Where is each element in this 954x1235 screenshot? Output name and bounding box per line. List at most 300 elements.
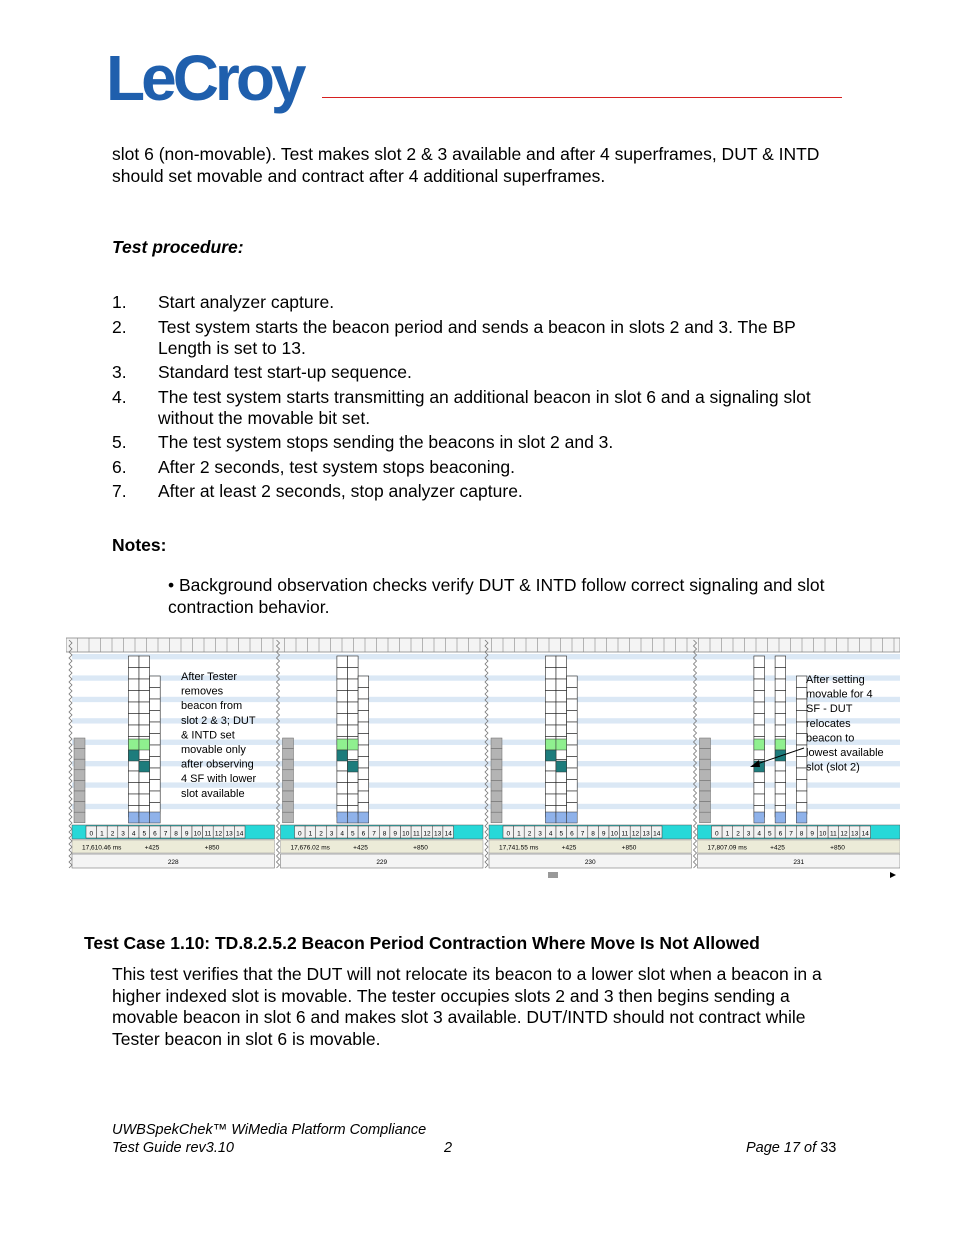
slot-number-label: 7 xyxy=(789,830,793,838)
beacon-slot-cell xyxy=(348,771,359,783)
beacon-slot-cell xyxy=(337,783,348,795)
beacon-slot-cell xyxy=(754,691,765,703)
gray-slot-cell xyxy=(283,749,294,760)
beacon-slot-cell xyxy=(775,725,786,737)
beacon-slot-cell xyxy=(567,711,578,723)
beacon-slot-cell xyxy=(556,725,567,737)
gray-slot-cell xyxy=(74,802,85,813)
step-text: After at least 2 seconds, stop analyzer capture. xyxy=(158,481,523,501)
beacon-slot-cell xyxy=(754,771,765,783)
slot-number-label: 12 xyxy=(840,830,848,838)
beacon-slot-cell xyxy=(775,714,786,726)
slot-number-label: 4 xyxy=(340,830,345,838)
gray-slot-cell xyxy=(283,738,294,749)
lecroy-logo: LeCroy xyxy=(106,42,303,114)
slot-number-label: 11 xyxy=(413,830,420,838)
gray-slot-cell xyxy=(283,780,294,791)
top-ruler xyxy=(66,638,900,652)
beacon-slot-cell xyxy=(150,768,161,780)
procedure-step xyxy=(112,292,832,313)
step-text: Standard test start-up sequence. xyxy=(158,362,412,382)
beacon-slot-cell xyxy=(556,714,567,726)
beacon-slot-cell xyxy=(150,780,161,792)
beacon-slot-cell xyxy=(545,679,556,691)
gray-slot-cell xyxy=(491,749,502,760)
teal-slot-cell xyxy=(139,761,150,772)
beacon-slot-cell xyxy=(139,714,150,726)
blue-slot-cell xyxy=(796,812,807,823)
slot-number-label: 8 xyxy=(799,830,804,838)
slot-number-label: 14 xyxy=(236,830,244,838)
annotation-text-2: SF - DUT xyxy=(806,703,853,716)
gray-slot-cell xyxy=(283,802,294,813)
gray-slot-cell xyxy=(74,738,85,749)
slot-number-label: 1 xyxy=(725,830,730,838)
slot-number-label: 3 xyxy=(121,830,125,838)
slot-number-label: 6 xyxy=(570,830,574,838)
beacon-slot-cell xyxy=(567,676,578,688)
slot-number-label: 9 xyxy=(601,830,606,838)
beacon-slot-cell xyxy=(139,725,150,737)
beacon-slot-cell xyxy=(545,656,556,668)
slot-number-label: 10 xyxy=(402,830,410,838)
beacon-slot-cell xyxy=(150,734,161,746)
panel-offset-mark: +850 xyxy=(413,844,428,852)
gray-slot-cell xyxy=(74,791,85,802)
scroll-right-arrow xyxy=(890,872,896,878)
beacon-slot-cell xyxy=(348,794,359,806)
beacon-slot-cell xyxy=(150,699,161,711)
beacon-slot-cell xyxy=(139,691,150,703)
beacon-slot-cell xyxy=(556,771,567,783)
teal-slot-cell xyxy=(337,750,348,761)
beacon-slot-cell xyxy=(545,691,556,703)
slot-number-label: 10 xyxy=(193,830,201,838)
gray-slot-cell xyxy=(700,802,711,813)
footer-title: UWBSpekChek™ WiMedia Platform Compliance xyxy=(112,1122,427,1138)
slot-number-label: 9 xyxy=(393,830,398,838)
slot-number-label: 10 xyxy=(819,830,827,838)
beacon-slot-cell xyxy=(128,725,139,737)
slot-number-label: 4 xyxy=(757,830,762,838)
slot-number-label: 14 xyxy=(444,830,452,838)
green-slot-cell xyxy=(128,739,139,750)
gray-slot-cell xyxy=(700,812,711,823)
beacon-slot-cell xyxy=(545,668,556,680)
slot-number-label: 8 xyxy=(382,830,387,838)
green-slot-cell xyxy=(337,739,348,750)
slot-number-label: 9 xyxy=(810,830,815,838)
beacon-slot-cell xyxy=(567,768,578,780)
beacon-slot-cell xyxy=(337,668,348,680)
gray-slot-cell xyxy=(283,812,294,823)
slot-number-label: 13 xyxy=(850,830,859,838)
annotation-text-1: beacon from xyxy=(181,700,243,713)
procedure-steps xyxy=(112,292,832,506)
footer-page-total: 33 xyxy=(820,1140,837,1156)
gray-slot-cell xyxy=(283,770,294,781)
slot-number-label: 9 xyxy=(184,830,189,838)
beacon-slot-cell xyxy=(150,688,161,700)
beacon-slot-cell xyxy=(348,783,359,795)
slot-number-label: 14 xyxy=(861,830,869,838)
gray-slot-cell xyxy=(700,759,711,770)
beacon-slot-cell xyxy=(556,656,567,668)
footer-page-label: Page 17 of xyxy=(746,1140,817,1156)
slot-number-label: 0 xyxy=(714,830,719,838)
panel-offset-mark: +850 xyxy=(204,844,220,852)
beacon-slot-cell xyxy=(128,656,139,668)
gray-slot-cell xyxy=(74,780,85,791)
beacon-slot-cell xyxy=(128,714,139,726)
beacon-slot-cell xyxy=(545,771,556,783)
panel-timestamp: 17,741.55 ms xyxy=(499,844,539,852)
annotation-text-1: removes xyxy=(181,685,224,698)
blue-slot-cell xyxy=(150,812,161,823)
gray-slot-cell xyxy=(700,770,711,781)
slot-number-label: 12 xyxy=(423,830,431,838)
beacon-slot-cell xyxy=(556,679,567,691)
beacon-slot-cell xyxy=(358,676,369,688)
slot-number-label: 8 xyxy=(591,830,595,838)
slot-number-label: 6 xyxy=(778,830,783,838)
beacon-slot-cell xyxy=(358,711,369,723)
procedure-step xyxy=(112,432,832,453)
beacon-slot-cell xyxy=(358,768,369,780)
step-number: 2. xyxy=(112,316,127,337)
beacon-slot-cell xyxy=(348,668,359,680)
step-number: 1. xyxy=(112,292,127,312)
beacon-slot-cell xyxy=(128,794,139,806)
beacon-slot-cell xyxy=(754,668,765,680)
beacon-slot-cell xyxy=(337,794,348,806)
panel-offset-mark: +850 xyxy=(621,844,637,852)
step-number: 6. xyxy=(112,456,127,477)
gray-slot-cell xyxy=(74,812,85,823)
slot-number-label: 0 xyxy=(506,830,511,838)
step-text: After 2 seconds, test system stops beaconing. xyxy=(158,456,515,477)
slot-number-label: 13 xyxy=(642,830,650,838)
panel-timestamp: 17,676.02 ms xyxy=(290,844,330,852)
procedure-heading: Test procedure: xyxy=(112,237,244,257)
beacon-slot-cell xyxy=(358,745,369,757)
annotation-text-1: slot available xyxy=(181,787,245,800)
beacon-slot-cell xyxy=(567,699,578,711)
gray-slot-cell xyxy=(283,791,294,802)
slot-number-label: 2 xyxy=(110,830,115,838)
beacon-slot-cell xyxy=(545,794,556,806)
slot-number-label: 0 xyxy=(297,830,302,838)
footer-page-number xyxy=(746,1139,836,1157)
beacon-slot-cell xyxy=(567,722,578,734)
blue-slot-cell xyxy=(348,812,359,823)
beacon-slot-cell xyxy=(754,794,765,806)
beacon-slot-cell xyxy=(358,780,369,792)
teal-slot-cell xyxy=(128,750,139,761)
beacon-slot-cell xyxy=(754,702,765,714)
slot-number-label: 3 xyxy=(746,830,751,838)
beacon-slot-cell xyxy=(567,780,578,792)
panel-offset-mark: +425 xyxy=(561,844,577,852)
beacon-slot-cell xyxy=(358,791,369,803)
panel-timestamp: 17,610.46 ms xyxy=(82,844,122,852)
beacon-slot-cell xyxy=(348,656,359,668)
panel-offset-mark: +425 xyxy=(144,844,160,852)
beacon-slot-cell xyxy=(556,668,567,680)
beacon-slot-cell xyxy=(556,794,567,806)
slot-number-label: 6 xyxy=(361,830,366,838)
annotation-text-2: lowest available xyxy=(806,747,884,759)
beacon-slot-cell xyxy=(775,656,786,668)
beacon-slot-cell xyxy=(556,783,567,795)
beacon-slot-cell xyxy=(358,699,369,711)
gray-slot-cell xyxy=(74,770,85,781)
slot-number-label: 5 xyxy=(142,830,147,838)
beacon-slot-cell xyxy=(567,757,578,769)
step-text: Test system starts the beacon period and sends a beacon in slots 2 and 3. The BP Length is set to 13. xyxy=(158,316,796,358)
beacon-slot-cell xyxy=(139,679,150,691)
notes-bullet: • Background observation checks verify DUT & INTD follow correct signaling and slot contraction behavior. xyxy=(168,575,825,617)
beacon-slot-cell xyxy=(775,783,786,795)
beacon-slot-cell xyxy=(545,725,556,737)
slot-number-label: 1 xyxy=(100,830,104,838)
annotation-text-2: slot (slot 2) xyxy=(806,761,860,774)
step-number: 7. xyxy=(112,481,127,501)
beacon-slot-cell xyxy=(337,702,348,714)
beacon-slot-cell xyxy=(337,771,348,783)
slot-number-label: 7 xyxy=(372,830,376,838)
beacon-slot-cell xyxy=(337,714,348,726)
slot-number-label: 4 xyxy=(131,830,136,838)
blue-slot-cell xyxy=(556,812,567,823)
slot-number-label: 11 xyxy=(830,830,837,838)
beacon-slot-cell xyxy=(775,794,786,806)
slot-number-label: 8 xyxy=(174,830,178,838)
beacon-slot-cell xyxy=(754,725,765,737)
beacon-slot-cell xyxy=(775,702,786,714)
beacon-slot-cell xyxy=(128,702,139,714)
beacon-slot-cell xyxy=(128,679,139,691)
footer-revision: Test Guide rev3.10 xyxy=(112,1140,234,1156)
gray-slot-cell xyxy=(491,780,502,791)
beacon-slot-cell xyxy=(348,691,359,703)
panel-offset-mark: +425 xyxy=(353,844,368,852)
blue-slot-cell xyxy=(139,812,150,823)
teal-slot-cell xyxy=(348,761,359,772)
annotation-text-2: relocates xyxy=(806,717,851,730)
slot-number-label: 10 xyxy=(610,830,618,838)
annotation-text-2: beacon to xyxy=(806,732,855,745)
beacon-slot-cell xyxy=(128,691,139,703)
blue-slot-cell xyxy=(128,812,139,823)
annotation-text-1: & INTD set xyxy=(181,729,235,742)
slot-number-label: 7 xyxy=(580,830,585,838)
beacon-slot-cell xyxy=(348,714,359,726)
procedure-step xyxy=(112,317,832,359)
blue-slot-cell xyxy=(545,812,556,823)
beacon-slot-cell xyxy=(567,734,578,746)
slot-number-label: 1 xyxy=(308,830,313,838)
slot-number-label: 2 xyxy=(736,830,740,838)
teal-slot-cell xyxy=(556,761,567,772)
slot-number-label: 13 xyxy=(225,830,233,838)
slot-number-label: 0 xyxy=(89,830,94,838)
beacon-slot-cell xyxy=(545,702,556,714)
slot-number-label: 14 xyxy=(653,830,661,838)
beacon-slot-cell xyxy=(348,702,359,714)
slot-number-label: 5 xyxy=(350,830,355,838)
beacon-slot-cell xyxy=(358,734,369,746)
annotation-text-2: After setting xyxy=(806,674,865,686)
beacon-slot-cell xyxy=(337,679,348,691)
green-slot-cell xyxy=(556,739,567,750)
header-rule xyxy=(322,97,842,98)
green-slot-cell xyxy=(139,739,150,750)
gray-slot-cell xyxy=(491,738,502,749)
green-slot-cell xyxy=(754,739,765,750)
beacon-slot-cell xyxy=(754,783,765,795)
beacon-slot-cell xyxy=(337,656,348,668)
beacon-slot-cell xyxy=(775,771,786,783)
beacon-slot-cell xyxy=(337,725,348,737)
green-slot-cell xyxy=(545,739,556,750)
panel-index: 228 xyxy=(167,859,179,866)
annotation-text-1: after observing xyxy=(181,758,254,771)
gray-slot-cell xyxy=(491,759,502,770)
beacon-slot-cell xyxy=(567,791,578,803)
gray-slot-cell xyxy=(491,802,502,813)
panel-offset-mark: +850 xyxy=(830,844,845,852)
beacon-slot-cell xyxy=(150,757,161,769)
slot-number-label: 13 xyxy=(433,830,442,838)
gray-slot-cell xyxy=(491,791,502,802)
beacon-slot-cell xyxy=(775,668,786,680)
annotation-text-1: movable only xyxy=(181,744,246,756)
beacon-slot-cell xyxy=(128,771,139,783)
gray-slot-cell xyxy=(74,759,85,770)
beacon-slot-cell xyxy=(775,679,786,691)
procedure-step xyxy=(112,481,832,502)
blue-slot-cell xyxy=(775,812,786,823)
gray-slot-cell xyxy=(700,780,711,791)
slot-number-label: 2 xyxy=(527,830,532,838)
beacon-slot-cell xyxy=(139,668,150,680)
slot-number-label: 6 xyxy=(153,830,157,838)
annotation-text-2: movable for 4 xyxy=(806,688,873,701)
beacon-slot-cell xyxy=(139,783,150,795)
step-number: 5. xyxy=(112,432,127,452)
blue-slot-cell xyxy=(567,812,578,823)
notes-heading: Notes: xyxy=(112,535,167,555)
annotation-text-1: 4 SF with lower xyxy=(181,773,257,786)
test-case-body: This test verifies that the DUT will not relocate its beacon to a lower slot when a beacon in a higher indexed slot is movable. The tester occupies slots 2 and 3 then begins sending a movable beacon in slot 6 and makes slot 3 available. DUT/INTD should not contract while Tester beacon in slot 6 is movable. xyxy=(112,964,822,1049)
beacon-slot-cell xyxy=(754,656,765,668)
intro-paragraph: slot 6 (non-movable). Test makes slot 2 & 3 available and after 4 superframes, DUT & INTD should set movable and contract after 4 additional superframes. xyxy=(112,144,820,186)
panel-timestamp: 17,807.09 ms xyxy=(707,844,747,852)
footer-center-number: 2 xyxy=(444,1140,453,1156)
green-slot-cell xyxy=(775,739,786,750)
beacon-slot-cell xyxy=(337,691,348,703)
beacon-slot-cell xyxy=(139,771,150,783)
beacon-slot-cell xyxy=(796,791,807,803)
beacon-slot-cell xyxy=(150,676,161,688)
beacon-slot-cell xyxy=(754,714,765,726)
procedure-step xyxy=(112,362,832,383)
step-text: Start analyzer capture. xyxy=(158,292,335,312)
annotation-text-1: After Tester xyxy=(181,671,238,683)
slot-number-label: 3 xyxy=(329,830,334,838)
beacon-slot-cell xyxy=(545,783,556,795)
left-break-edge xyxy=(69,640,72,868)
slot-number-label: 2 xyxy=(319,830,323,838)
beacon-slot-cell xyxy=(150,722,161,734)
gray-slot-cell xyxy=(283,759,294,770)
beacon-slot-cell xyxy=(358,688,369,700)
slot-number-label: 1 xyxy=(517,830,521,838)
gray-slot-cell xyxy=(491,812,502,823)
panel-offset-mark: +425 xyxy=(770,844,785,852)
beacon-slot-cell xyxy=(150,711,161,723)
slot-number-label: 3 xyxy=(538,830,542,838)
slot-number-label: 5 xyxy=(767,830,772,838)
beacon-slot-cell xyxy=(139,656,150,668)
beacon-slot-cell xyxy=(556,691,567,703)
panel-index: 230 xyxy=(584,859,596,866)
beacon-slot-cell xyxy=(150,791,161,803)
beacon-slot-cell xyxy=(348,725,359,737)
beacon-slot-cell xyxy=(139,702,150,714)
gray-slot-cell xyxy=(700,791,711,802)
gray-slot-cell xyxy=(700,738,711,749)
step-text: The test system starts transmitting an additional beacon in slot 6 and a signaling slot without the movable bit set. xyxy=(158,386,811,428)
slot-number-label: 11 xyxy=(621,830,629,838)
beacon-slot-cell xyxy=(556,702,567,714)
scroll-thumb xyxy=(548,872,558,878)
teal-slot-cell xyxy=(545,750,556,761)
gray-slot-cell xyxy=(700,749,711,760)
panel-index: 229 xyxy=(376,859,388,866)
beacon-slot-cell xyxy=(796,780,807,792)
annotation-text-1: slot 2 & 3; DUT xyxy=(181,714,256,727)
procedure-step xyxy=(112,387,832,429)
gray-slot-cell xyxy=(74,749,85,760)
slot-number-label: 7 xyxy=(163,830,168,838)
beacon-slot-diagram xyxy=(66,636,900,880)
beacon-slot-cell xyxy=(754,679,765,691)
slot-number-label: 11 xyxy=(204,830,212,838)
procedure-step xyxy=(112,457,832,478)
slot-number-label: 12 xyxy=(214,830,223,838)
beacon-slot-cell xyxy=(139,794,150,806)
beacon-slot-cell xyxy=(128,668,139,680)
beacon-slot-cell xyxy=(545,714,556,726)
beacon-slot-cell xyxy=(775,691,786,703)
beacon-slot-cell xyxy=(358,722,369,734)
blue-slot-cell xyxy=(358,812,369,823)
slot-number-label: 12 xyxy=(631,830,640,838)
gray-slot-cell xyxy=(491,770,502,781)
slot-number-label: 5 xyxy=(559,830,564,838)
beacon-slot-cell xyxy=(358,757,369,769)
beacon-slot-cell xyxy=(128,783,139,795)
step-number: 4. xyxy=(112,386,127,407)
beacon-slot-cell xyxy=(567,688,578,700)
step-text: The test system stops sending the beacons in slot 2 and 3. xyxy=(158,432,614,452)
test-case-title: Test Case 1.10: TD.8.2.5.2 Beacon Period Contraction Where Move Is Not Allowed xyxy=(84,933,760,953)
slot-number-label: 4 xyxy=(548,830,553,838)
green-slot-cell xyxy=(348,739,359,750)
panel-index: 231 xyxy=(793,859,805,866)
